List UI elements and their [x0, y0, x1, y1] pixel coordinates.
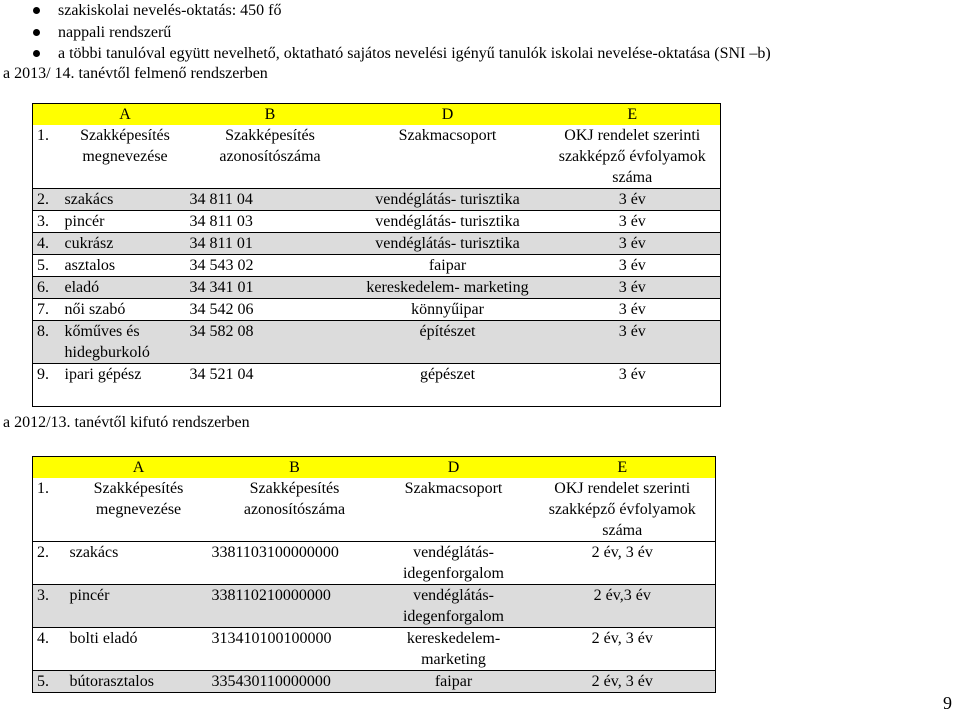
- column-header: Szakmacsoport: [378, 478, 526, 542]
- bullet-icon: [33, 7, 40, 14]
- column-letter: B: [208, 457, 378, 479]
- table-header-row: [33, 125, 721, 189]
- table-row: 2. szakács 34 811 04 vendéglátás- turisztika 3 év: [33, 189, 721, 211]
- column-header: Szakképesítés megnevezése: [66, 478, 208, 542]
- table-letter-header-row: [33, 104, 721, 126]
- column-letter: A: [66, 457, 208, 479]
- table-row: 2. szakács 3381103100000000 vendéglátás-idegenforgalom 2 év, 3 év: [33, 542, 716, 585]
- column-header: Szakképesítés azonosítószáma: [208, 478, 378, 542]
- table-letter-header-row: [33, 457, 716, 479]
- page-number: 9: [943, 693, 952, 713]
- table-row: 3. pincér 34 811 03 vendéglátás- turisztika 3 év: [33, 211, 721, 233]
- column-header: Szakképesítés megnevezése: [61, 125, 186, 189]
- table-row: 3. pincér 338110210000000 vendéglátás-idegenforgalom 2 év,3 év: [33, 585, 716, 628]
- table-phaseout-programs: [32, 456, 716, 693]
- column-letter: D: [378, 457, 526, 479]
- bullet-item: nappali rendszerű: [58, 24, 172, 41]
- bullet-item: szakiskolai nevelés-oktatás: 450 fő: [58, 2, 282, 19]
- table-row: 9. ipari gépész 34 521 04 gépészet 3 év: [33, 364, 721, 407]
- column-letter: E: [541, 104, 721, 126]
- table-row: 4. bolti eladó 313410100100000 kereskedelem-marketing 2 év, 3 év: [33, 628, 716, 671]
- row-number: 1.: [33, 478, 66, 542]
- bullet-item: a többi tanulóval együtt nevelhető, oktatható sajátos nevelési igényű tanulók iskolai nevelése-oktatása (SNI –b): [58, 45, 771, 62]
- section-title: a 2012/13. tanévtől kifutó rendszerben: [3, 414, 250, 431]
- column-header: OKJ rendelet szerinti szakképző évfolyamok száma: [526, 478, 716, 542]
- bullet-icon: [33, 50, 40, 57]
- table-row: 4. cukrász 34 811 01 vendéglátás- turisztika 3 év: [33, 233, 721, 255]
- column-header: Szakképesítés azonosítószáma: [186, 125, 351, 189]
- table-row: 5. asztalos 34 543 02 faipar 3 év: [33, 255, 721, 277]
- column-letter: A: [61, 104, 186, 126]
- column-letter: D: [351, 104, 541, 126]
- table-row: 6. eladó 34 341 01 kereskedelem- marketing 3 év: [33, 277, 721, 299]
- column-header: OKJ rendelet szerinti szakképző évfolyamok száma: [541, 125, 721, 189]
- column-header: Szakmacsoport: [351, 125, 541, 189]
- table-header-row: [33, 478, 716, 542]
- bullet-icon: [33, 29, 40, 36]
- table-row: 8. kőműves és hidegburkoló 34 582 08 építészet 3 év: [33, 321, 721, 364]
- column-letter: E: [526, 457, 716, 479]
- table-current-programs: [32, 103, 721, 407]
- row-number: 1.: [33, 125, 61, 189]
- column-letter: B: [186, 104, 351, 126]
- table-row: 7. női szabó 34 542 06 könnyűipar 3 év: [33, 299, 721, 321]
- table-row: 5. bútorasztalos 335430110000000 faipar 2 év, 3 év: [33, 671, 716, 693]
- bullet-continuation: a 2013/ 14. tanévtől felmenő rendszerben: [3, 65, 268, 82]
